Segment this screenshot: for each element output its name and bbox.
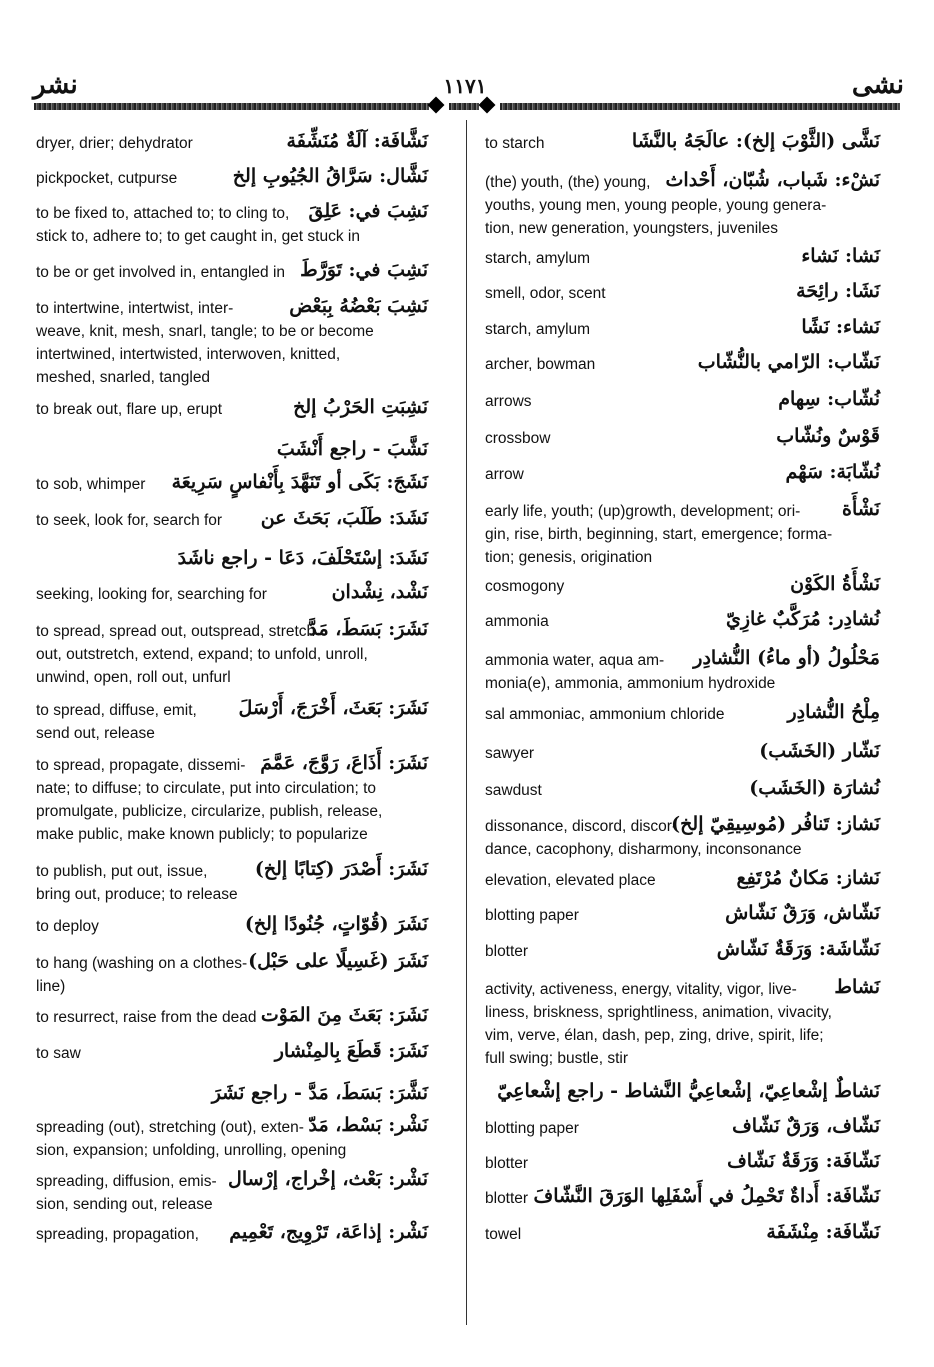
guide-word-left: نشر xyxy=(33,70,78,100)
definition-line: sal ammoniac, ammonium chloride xyxy=(485,706,725,723)
dictionary-entry xyxy=(485,869,880,892)
definition-line: early life, youth; (up)growth, development; ori- xyxy=(485,503,801,520)
arabic-headword: نَشَّى (الثَّوْبَ إلخ): عالَجَهُ بالنَّشَا xyxy=(631,130,880,152)
arabic-headword: نَشِبَ في: تَوَرَّطَ xyxy=(300,259,428,281)
arabic-headword: نُشّابَة: سَهْم xyxy=(785,461,880,483)
arabic-headword: نَشْأَة xyxy=(842,498,880,520)
arabic-headword: نَشاز: تَنافُر (مُوسِيقِيّ إلخ) xyxy=(671,813,880,835)
dictionary-entry xyxy=(36,754,428,846)
arabic-headword: نَشَدَ: طَلَبَ، بَحَثَ عن xyxy=(260,507,428,529)
definition-line: dissonance, discord, discor- xyxy=(485,818,678,835)
arabic-headword: نَشَرَ: بَعَثَ مِنَ المَوْت xyxy=(260,1004,428,1026)
dictionary-entry xyxy=(36,860,428,906)
dictionary-entry xyxy=(36,915,428,938)
definition-line: send out, release xyxy=(36,725,155,742)
dictionary-entry xyxy=(485,904,880,927)
definition-line: blotting paper xyxy=(485,1120,579,1137)
definition-line: starch, amylum xyxy=(485,250,591,267)
dictionary-entry xyxy=(485,610,880,633)
arabic-headword: نَشَّال: سَرَّاقُ الجُيُوبِ إلخ xyxy=(232,165,428,187)
definition-line: blotter xyxy=(485,1190,529,1207)
definition-line: to deploy xyxy=(36,918,99,935)
definition-line: blotter xyxy=(485,1155,529,1172)
definition-line: smell, odor, scent xyxy=(485,285,606,302)
definition-line: crossbow xyxy=(485,430,551,447)
arabic-headword: نَشَجَ: بَكَى أو تَنَهَّدَ بِأَنْفاسٍ سَرِيعَة xyxy=(171,471,428,493)
definition-line: spreading (out), stretching (out), exten- xyxy=(36,1119,304,1136)
dictionary-entry xyxy=(485,703,880,726)
dictionary-entry xyxy=(485,940,880,963)
dictionary-entry xyxy=(485,247,880,270)
definition-line: gin, rise, birth, beginning, start, emergence; forma- xyxy=(485,526,833,543)
arabic-headword: نَشَرَ: أَذَاعَ، رَوَّجَ، عَمَّمَ xyxy=(260,752,428,774)
dictionary-entry xyxy=(485,390,880,413)
definition-line: to resurrect, raise from the dead xyxy=(36,1009,257,1026)
dictionary-entry xyxy=(36,699,428,745)
arabic-headword: نَشّافَة: أَداةٌ تَحْمِلُ في أَسْفَلِها الوَرَقَ النَّشّافَ xyxy=(533,1185,880,1207)
dictionary-entry xyxy=(485,463,880,486)
english-definition xyxy=(485,978,880,1070)
definition-line: archer, bowman xyxy=(485,356,596,373)
dictionary-entry xyxy=(485,1078,880,1104)
definition-line: spreading, diffusion, emis- xyxy=(36,1173,217,1190)
dictionary-entry xyxy=(485,318,880,341)
definition-line: to be or get involved in, entangled in xyxy=(36,264,286,281)
dictionary-entry xyxy=(36,583,428,606)
dictionary-entry xyxy=(485,427,880,450)
definition-line: ammonia water, aqua am- xyxy=(485,652,665,669)
guide-word-right: نشى xyxy=(851,70,904,100)
dictionary-entry xyxy=(36,1116,428,1162)
diamond-ornament-icon xyxy=(479,97,496,114)
arabic-headword: نَشّاش، وَرَقٌ نَشّاش xyxy=(725,902,880,924)
arabic-headword: نَشاطٌ إشْعاعِيّ، إشْعاعِيُّ النَّشاط - راجع إشْعاعِيّ xyxy=(497,1080,880,1102)
arabic-headword: نَشّاب: الرّامي بالنُّشّاب xyxy=(697,351,880,373)
arabic-headword: مَحْلُولُ (أو ماءُ) النُّشادِر xyxy=(693,647,880,669)
definition-line: youths, young men, young people, young genera- xyxy=(485,197,827,214)
definition-line: to seek, look for, search for xyxy=(36,512,223,529)
definition-line: out, outstretch, extend, expand; to unfold, unroll, xyxy=(36,646,368,663)
definition-line: to intertwine, intertwist, inter- xyxy=(36,300,234,317)
arabic-headword: نَشْر: بَعْث، إخْراج، إرْسال xyxy=(228,1168,428,1190)
definition-line: sion, expansion; unfolding, unrolling, opening xyxy=(36,1142,347,1159)
arabic-headword: نَشّافَة: مِنْشَفَة xyxy=(766,1221,880,1243)
arabic-headword: نَشَرَ: أَصْدَرَ (كِتابًا إلخ) xyxy=(254,858,428,880)
arabic-headword: نَشَرَ: بَسَطَ، مَدَّ xyxy=(308,618,428,640)
definition-line: to sob, whimper xyxy=(36,476,146,493)
definition-line: to starch xyxy=(485,135,545,152)
dictionary-entry xyxy=(36,952,428,998)
dictionary-entry xyxy=(36,1006,428,1029)
definition-line: monia(e), ammonia, ammonium hydroxide xyxy=(485,675,776,692)
arabic-headword: نُشارَة (الخَشَب) xyxy=(749,777,880,799)
definition-line: stick to, adhere to; to get caught in, get stuck in xyxy=(36,228,360,245)
dictionary-entry xyxy=(485,742,880,765)
definition-line: sawyer xyxy=(485,745,535,762)
dictionary-entry xyxy=(36,1042,428,1065)
definition-line: activity, activeness, energy, vitality, vigor, live- xyxy=(485,981,797,998)
definition-line: arrows xyxy=(485,393,532,410)
arabic-headword: قَوْسٌ ونُشّاب xyxy=(776,425,880,447)
arabic-headword: نَشّاشَة: وَرَقَةٌ نَشّاش xyxy=(716,938,880,960)
arabic-headword: نَشّاف، وَرَقٌ نَشّاف xyxy=(732,1115,880,1137)
dictionary-entry xyxy=(485,282,880,305)
arabic-headword: نَشّافَة: وَرَقَةٌ نَشّاف xyxy=(727,1150,880,1172)
arabic-headword: نَشْد، نِشْدان xyxy=(331,581,428,603)
definition-line: pickpocket, cutpurse xyxy=(36,170,178,187)
dictionary-entry xyxy=(36,620,428,689)
dictionary-entry xyxy=(485,575,880,598)
definition-line: to spread, propagate, dissemi- xyxy=(36,757,246,774)
dictionary-entry xyxy=(485,353,880,376)
definition-line: tion; genesis, origination xyxy=(485,549,653,566)
dictionary-entry xyxy=(36,261,428,284)
definition-line: starch, amylum xyxy=(485,321,591,338)
definition-line: liness, briskness, sprightliness, animation, vivacity, xyxy=(485,1004,832,1021)
definition-line: arrow xyxy=(485,466,524,483)
dictionary-entry xyxy=(36,509,428,532)
arabic-headword: نَشا: نَشاء xyxy=(801,245,880,267)
english-definition xyxy=(485,500,880,569)
dictionary-entry xyxy=(36,545,428,571)
page-number: ١١٧١ xyxy=(443,74,487,98)
dictionary-entry xyxy=(485,500,880,569)
arabic-headword: نَشَرَ: قَطَعَ بِالمِنْشار xyxy=(274,1040,428,1062)
definition-line: to be fixed to, attached to; to cling to, xyxy=(36,205,290,222)
definition-line: bring out, produce; to release xyxy=(36,886,238,903)
definition-line: to saw xyxy=(36,1045,81,1062)
diamond-ornament-icon xyxy=(428,97,445,114)
arabic-headword: نُشّاب: سِهام xyxy=(778,388,880,410)
arabic-headword: نَشاء: نَشًا xyxy=(801,316,880,338)
arabic-headword: نَشْر: بَسْط، مَدّ xyxy=(308,1114,428,1136)
definition-line: sion, sending out, release xyxy=(36,1196,213,1213)
arabic-headword: نَشاز: مَكانٌ مُرْتَفِع xyxy=(736,867,880,889)
dictionary-entry xyxy=(36,436,428,462)
dictionary-entry xyxy=(485,978,880,1070)
definition-line: dance, cacophony, disharmony, inconsonance xyxy=(485,841,802,858)
definition-line: line) xyxy=(36,978,66,995)
definition-line: to spread, spread out, outspread, stretch xyxy=(36,623,316,640)
definition-line: meshed, snarled, tangled xyxy=(36,369,211,386)
dictionary-entry xyxy=(36,398,428,421)
dictionary-entry xyxy=(485,171,880,240)
arabic-headword: نَشَّرَ: بَسَطَ، مَدَّ - راجع نَشَرَ xyxy=(211,1082,428,1104)
dictionary-entry xyxy=(485,779,880,802)
definition-line: vim, verve, élan, dash, pep, zing, drive, spirit, life; xyxy=(485,1027,824,1044)
definition-line: blotting paper xyxy=(485,907,579,924)
definition-line: unwind, open, roll out, unfurl xyxy=(36,669,231,686)
arabic-headword: نَشَرَ: بَعَثَ، أَخْرَجَ، أَرْسَلَ xyxy=(238,697,428,719)
dictionary-entry xyxy=(36,1080,428,1106)
definition-line: sawdust xyxy=(485,782,542,799)
arabic-headword: نَشْأَةُ الكَوْن xyxy=(790,573,880,595)
arabic-headword: نَشَرَ (غَسِيلًا على حَبْل) xyxy=(248,950,428,972)
definition-line: nate; to diffuse; to circulate, put into circulation; to xyxy=(36,780,377,797)
definition-line: towel xyxy=(485,1226,522,1243)
arabic-headword: نَشِبَ بَعْضُهُ بِبَعْض xyxy=(289,295,428,317)
definition-line: to hang (washing on a clothes- xyxy=(36,955,248,972)
arabic-headword: نَشَّافَة: آلَةٌ مُنَشِّفَة xyxy=(286,130,428,152)
definition-line: seeking, looking for, searching for xyxy=(36,586,267,603)
arabic-headword: نَشَا: رائِحَة xyxy=(796,280,880,302)
definition-line: tion, new generation, youngsters, juveniles xyxy=(485,220,778,237)
arabic-headword: نُشادِر: مُرَكَّبٌ غازِيّ xyxy=(725,608,880,630)
definition-line: to spread, diffuse, emit, xyxy=(36,702,197,719)
dictionary-entry xyxy=(36,132,428,155)
definition-line: promulgate, publicize, circularize, publish, release, xyxy=(36,803,383,820)
definition-line: make public, make known publicly; to popularize xyxy=(36,826,368,843)
arabic-headword: نَشْر: إذاعَة، تَرْوِيج، تَعْمِيم xyxy=(229,1221,428,1243)
definition-line: to publish, put out, issue, xyxy=(36,863,208,880)
arabic-headword: نَشِبَ في: عَلِقَ xyxy=(308,200,428,222)
dictionary-entry xyxy=(485,132,880,155)
dictionary-entry xyxy=(485,1223,880,1246)
dictionary-entry xyxy=(36,1223,428,1246)
definition-line: weave, knit, mesh, snarl, tangle; to be or become xyxy=(36,323,374,340)
arabic-headword: مِلْحُ النُّشادِر xyxy=(787,701,880,723)
definition-line: to break out, flare up, erupt xyxy=(36,401,223,418)
definition-line: full swing; bustle, stir xyxy=(485,1050,628,1067)
definition-line: spreading, propagation, xyxy=(36,1226,199,1243)
definition-line: blotter xyxy=(485,943,529,960)
dictionary-entry xyxy=(485,815,880,861)
dictionary-entry xyxy=(36,1170,428,1216)
definition-line: intertwined, intertwisted, interwoven, knitted, xyxy=(36,346,341,363)
definition-line: cosmogony xyxy=(485,578,565,595)
arabic-headword: نَشْء: شَباب، شُبّان، أَحْداث xyxy=(665,169,880,191)
arabic-headword: نَشّار (الخَشَب) xyxy=(759,740,880,762)
arabic-headword: نَشاط xyxy=(834,976,880,998)
dictionary-entry xyxy=(485,1187,880,1210)
definition-line: (the) youth, (the) young, xyxy=(485,174,651,191)
dictionary-entry xyxy=(36,473,428,496)
dictionary-entry xyxy=(36,297,428,389)
dictionary-entry xyxy=(485,649,880,695)
definition-line: elevation, elevated place xyxy=(485,872,656,889)
arabic-headword: نَشَّبَ - راجع أَنْشَبَ xyxy=(276,438,428,460)
arabic-headword: نَشِبَتِ الحَرْبُ إلخ xyxy=(293,396,428,418)
dictionary-entry xyxy=(485,1117,880,1140)
definition-line: ammonia xyxy=(485,613,549,630)
arabic-headword: نَشَرَ (قُوّاتٍ، جُنُودًا إلخ) xyxy=(244,913,428,935)
arabic-headword: نَشَدَ: إسْتَحْلَفَ، دَعَا - راجع ناشَدَ xyxy=(177,547,428,569)
definition-line: dryer, drier; dehydrator xyxy=(36,135,193,152)
dictionary-entry xyxy=(485,1152,880,1175)
dictionary-entry xyxy=(36,167,428,190)
dictionary-entry xyxy=(36,202,428,248)
column-divider xyxy=(466,120,467,1325)
header-rule xyxy=(34,100,900,112)
